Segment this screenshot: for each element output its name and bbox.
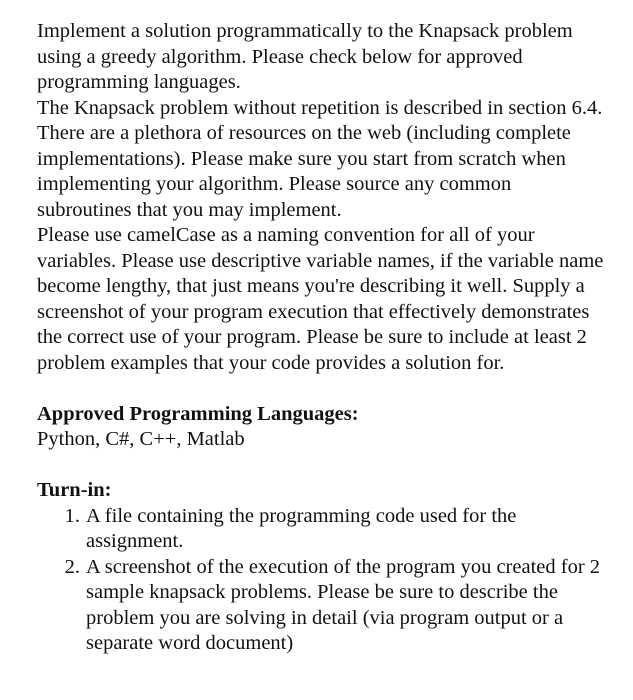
blank-line xyxy=(37,376,607,402)
turnin-item-1 xyxy=(37,504,607,555)
intro-paragraph-1: Implement a solution programmatically to the Knapsack problem using a greedy algorithm. Please check below for approved programming languages. xyxy=(37,20,573,93)
turnin-item-2 xyxy=(37,555,607,657)
turnin-item-text: A screenshot of the execution of the program you created for 2 sample knapsack problems. Please be sure to describe the problem you are solving in detail (via program output or a separate word document) xyxy=(86,555,601,654)
turnin-list xyxy=(37,504,607,657)
turnin-item-number: 2. xyxy=(64,555,80,578)
languages-list: Python, C#, C++, Matlab xyxy=(37,428,245,450)
turnin-item-text: A file containing the programming code used for the assignment. xyxy=(86,504,517,552)
assignment-document xyxy=(37,19,607,657)
turnin-heading: Turn-in: xyxy=(37,479,112,501)
languages-heading: Approved Programming Languages: xyxy=(37,402,359,425)
intro-paragraph-3: Please use camelCase as a naming convention for all of your variables. Please use descriptive variable names, if the variable name become lengthy, that just means you're describing it well. Supply a screenshot of your program execution that effectively demonstrates the correct use of your program. Please be sure to include at least 2 problem examples that your code provides a solution for. xyxy=(37,224,604,374)
intro-paragraph-2: The Knapsack problem without repetition is described in section 6.4. There are a plethora of resources on the web (including complete implementations). Please make sure you start from scratch when implementing your algorithm. Please source any common subroutines that you may implement. xyxy=(37,96,603,221)
blank-line xyxy=(37,453,607,479)
turnin-item-number: 1. xyxy=(64,504,80,527)
